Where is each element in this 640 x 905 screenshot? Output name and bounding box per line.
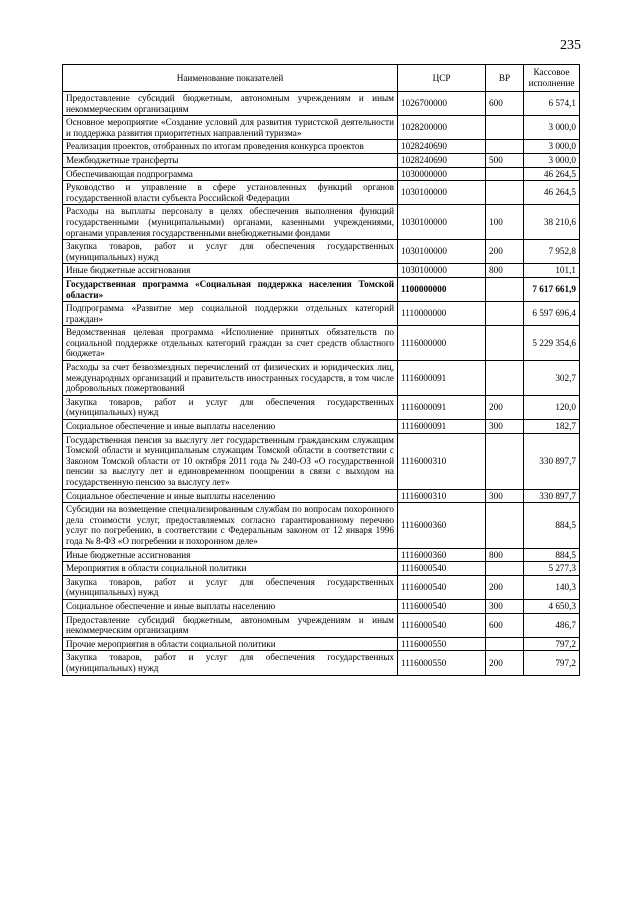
cell-vr: 200 [486,575,524,599]
cell-amount: 486,7 [524,613,580,637]
cell-csr: 1030100000 [398,240,486,264]
table-row [63,361,580,396]
header-csr: ЦСР [398,65,486,92]
header-name: Наименование показателей [63,65,398,92]
cell-csr: 1030100000 [398,264,486,278]
cell-vr: 600 [486,613,524,637]
cell-amount: 4 650,3 [524,599,580,613]
table-row [63,395,580,419]
cell-name: Прочие мероприятия в области социальной политики [63,637,398,651]
table-row [63,489,580,503]
table-row [63,562,580,576]
cell-name: Расходы на выплаты персоналу в целях обеспечения выполнения функций государственными (муниципальными) органами, казенными учреждениями, органами управления государственными внебюджетными фондами [63,205,398,240]
table-row [63,503,580,548]
cell-name: Закупка товаров, работ и услуг для обеспечения государственных (муниципальных) нужд [63,395,398,419]
cell-amount: 302,7 [524,361,580,396]
cell-name: Социальное обеспечение и иные выплаты населению [63,489,398,503]
cell-csr: 1116000540 [398,562,486,576]
cell-vr [486,433,524,489]
cell-amount: 182,7 [524,420,580,434]
table-row [63,651,580,675]
cell-csr: 1116000310 [398,489,486,503]
cell-vr [486,637,524,651]
cell-amount: 797,2 [524,651,580,675]
cell-amount: 46 264,5 [524,167,580,181]
table-row [63,433,580,489]
cell-amount: 6 597 696,4 [524,302,580,326]
cell-amount: 5 277,3 [524,562,580,576]
table-row [63,92,580,116]
cell-amount: 6 574,1 [524,92,580,116]
table-row [63,599,580,613]
table-row [63,205,580,240]
cell-name: Иные бюджетные ассигнования [63,264,398,278]
table-row [63,637,580,651]
cell-name: Ведомственная целевая программа «Исполнение принятых обязательств по социальной поддержке отдельных категорий граждан за счет средств областного бюджета» [63,326,398,361]
cell-csr: 1116000550 [398,637,486,651]
header-amount: Кассовое исполнение [524,65,580,92]
table-row [63,181,580,205]
table-row [63,240,580,264]
header-vr: ВР [486,65,524,92]
cell-name: Межбюджетные трансферты [63,153,398,167]
cell-amount: 797,2 [524,637,580,651]
cell-name: Подпрограмма «Развитие мер социальной поддержки отдельных категорий граждан» [63,302,398,326]
cell-vr: 200 [486,651,524,675]
cell-name: Субсидии на возмещение специализированным службам по вопросам похоронного дела стоимости услуг, предоставляемых согласно гарантированному перечню услуг по погребению, в соответствии с Федеральным законом от 12 января 1996 года № 8-ФЗ «О погребении и похоронном деле» [63,503,398,548]
cell-vr: 100 [486,205,524,240]
cell-vr [486,361,524,396]
cell-vr: 300 [486,420,524,434]
cell-name: Закупка товаров, работ и услуг для обеспечения государственных (муниципальных) нужд [63,651,398,675]
cell-vr [486,562,524,576]
table-row [63,140,580,154]
cell-vr [486,181,524,205]
cell-csr: 1116000360 [398,548,486,562]
cell-name: Государственная программа «Социальная поддержка населения Томской области» [63,277,398,301]
cell-name: Основное мероприятие «Создание условий для развития туристской деятельности и поддержка развития приоритетных направлений туризма» [63,116,398,140]
cell-amount: 7 617 661,9 [524,277,580,301]
cell-name: Предоставление субсидий бюджетным, автономным учреждениям и иным некоммерческим организациям [63,613,398,637]
cell-amount: 46 264,5 [524,181,580,205]
table-row [63,277,580,301]
table-row [63,575,580,599]
cell-vr [486,116,524,140]
cell-csr: 1028200000 [398,116,486,140]
cell-name: Закупка товаров, работ и услуг для обеспечения государственных (муниципальных) нужд [63,240,398,264]
cell-vr: 800 [486,548,524,562]
table-row [63,548,580,562]
table-row [63,326,580,361]
cell-amount: 3 000,0 [524,153,580,167]
table-body [63,92,580,676]
cell-vr: 800 [486,264,524,278]
cell-csr: 1116000550 [398,651,486,675]
cell-csr: 1026700000 [398,92,486,116]
table-row [63,167,580,181]
cell-csr: 1110000000 [398,302,486,326]
cell-amount: 3 000,0 [524,140,580,154]
cell-csr: 1028240690 [398,153,486,167]
cell-name: Расходы за счет безвозмездных перечислений от физических и юридических лиц, международных организаций и правительств иностранных государств, в том числе добровольных пожертвований [63,361,398,396]
cell-amount: 884,5 [524,548,580,562]
cell-csr: 1030100000 [398,181,486,205]
cell-csr: 1028240690 [398,140,486,154]
cell-csr: 1116000091 [398,420,486,434]
table-header-row [63,65,580,92]
cell-vr: 200 [486,395,524,419]
cell-name: Обеспечивающая подпрограмма [63,167,398,181]
cell-csr: 1116000000 [398,326,486,361]
cell-name: Социальное обеспечение и иные выплаты населению [63,599,398,613]
cell-csr: 1100000000 [398,277,486,301]
table-row [63,420,580,434]
cell-amount: 101,1 [524,264,580,278]
cell-csr: 1030100000 [398,205,486,240]
cell-vr [486,503,524,548]
page-number: 235 [560,38,581,53]
cell-csr: 1116000091 [398,395,486,419]
cell-vr [486,167,524,181]
cell-csr: 1030000000 [398,167,486,181]
cell-name: Закупка товаров, работ и услуг для обеспечения государственных (муниципальных) нужд [63,575,398,599]
budget-table [62,64,580,676]
cell-csr: 1116000091 [398,361,486,396]
table-row [63,116,580,140]
table-row [63,153,580,167]
cell-vr [486,140,524,154]
cell-vr: 300 [486,599,524,613]
cell-vr: 600 [486,92,524,116]
cell-name: Руководство и управление в сфере установленных функций органов государственной власти субъекта Российской Федерации [63,181,398,205]
cell-amount: 38 210,6 [524,205,580,240]
cell-amount: 140,3 [524,575,580,599]
cell-name: Реализация проектов, отобранных по итогам проведения конкурса проектов [63,140,398,154]
table-row [63,264,580,278]
cell-amount: 120,0 [524,395,580,419]
cell-amount: 330 897,7 [524,489,580,503]
cell-vr [486,302,524,326]
cell-csr: 1116000540 [398,575,486,599]
cell-name: Предоставление субсидий бюджетным, автономным учреждениям и иным некоммерческим организациям [63,92,398,116]
cell-vr: 200 [486,240,524,264]
cell-name: Социальное обеспечение и иные выплаты населению [63,420,398,434]
cell-csr: 1116000540 [398,613,486,637]
table-row [63,302,580,326]
cell-csr: 1116000310 [398,433,486,489]
cell-csr: 1116000360 [398,503,486,548]
cell-amount: 3 000,0 [524,116,580,140]
cell-vr: 300 [486,489,524,503]
cell-amount: 7 952,8 [524,240,580,264]
table-row [63,613,580,637]
cell-amount: 5 229 354,6 [524,326,580,361]
cell-name: Мероприятия в области социальной политики [63,562,398,576]
cell-name: Государственная пенсия за выслугу лет государственным гражданским служащим Томской области и муниципальным служащим Томской области в соответствии с Законом Томской области от 10 октября 2011 года № 240-ОЗ «О государственной пенсии за выслугу лет и единовременном поощрении в связи с выходом на государственную пенсию за выслугу лет» [63,433,398,489]
cell-vr [486,277,524,301]
cell-vr: 500 [486,153,524,167]
cell-amount: 330 897,7 [524,433,580,489]
cell-name: Иные бюджетные ассигнования [63,548,398,562]
cell-vr [486,326,524,361]
cell-amount: 884,5 [524,503,580,548]
cell-csr: 1116000540 [398,599,486,613]
